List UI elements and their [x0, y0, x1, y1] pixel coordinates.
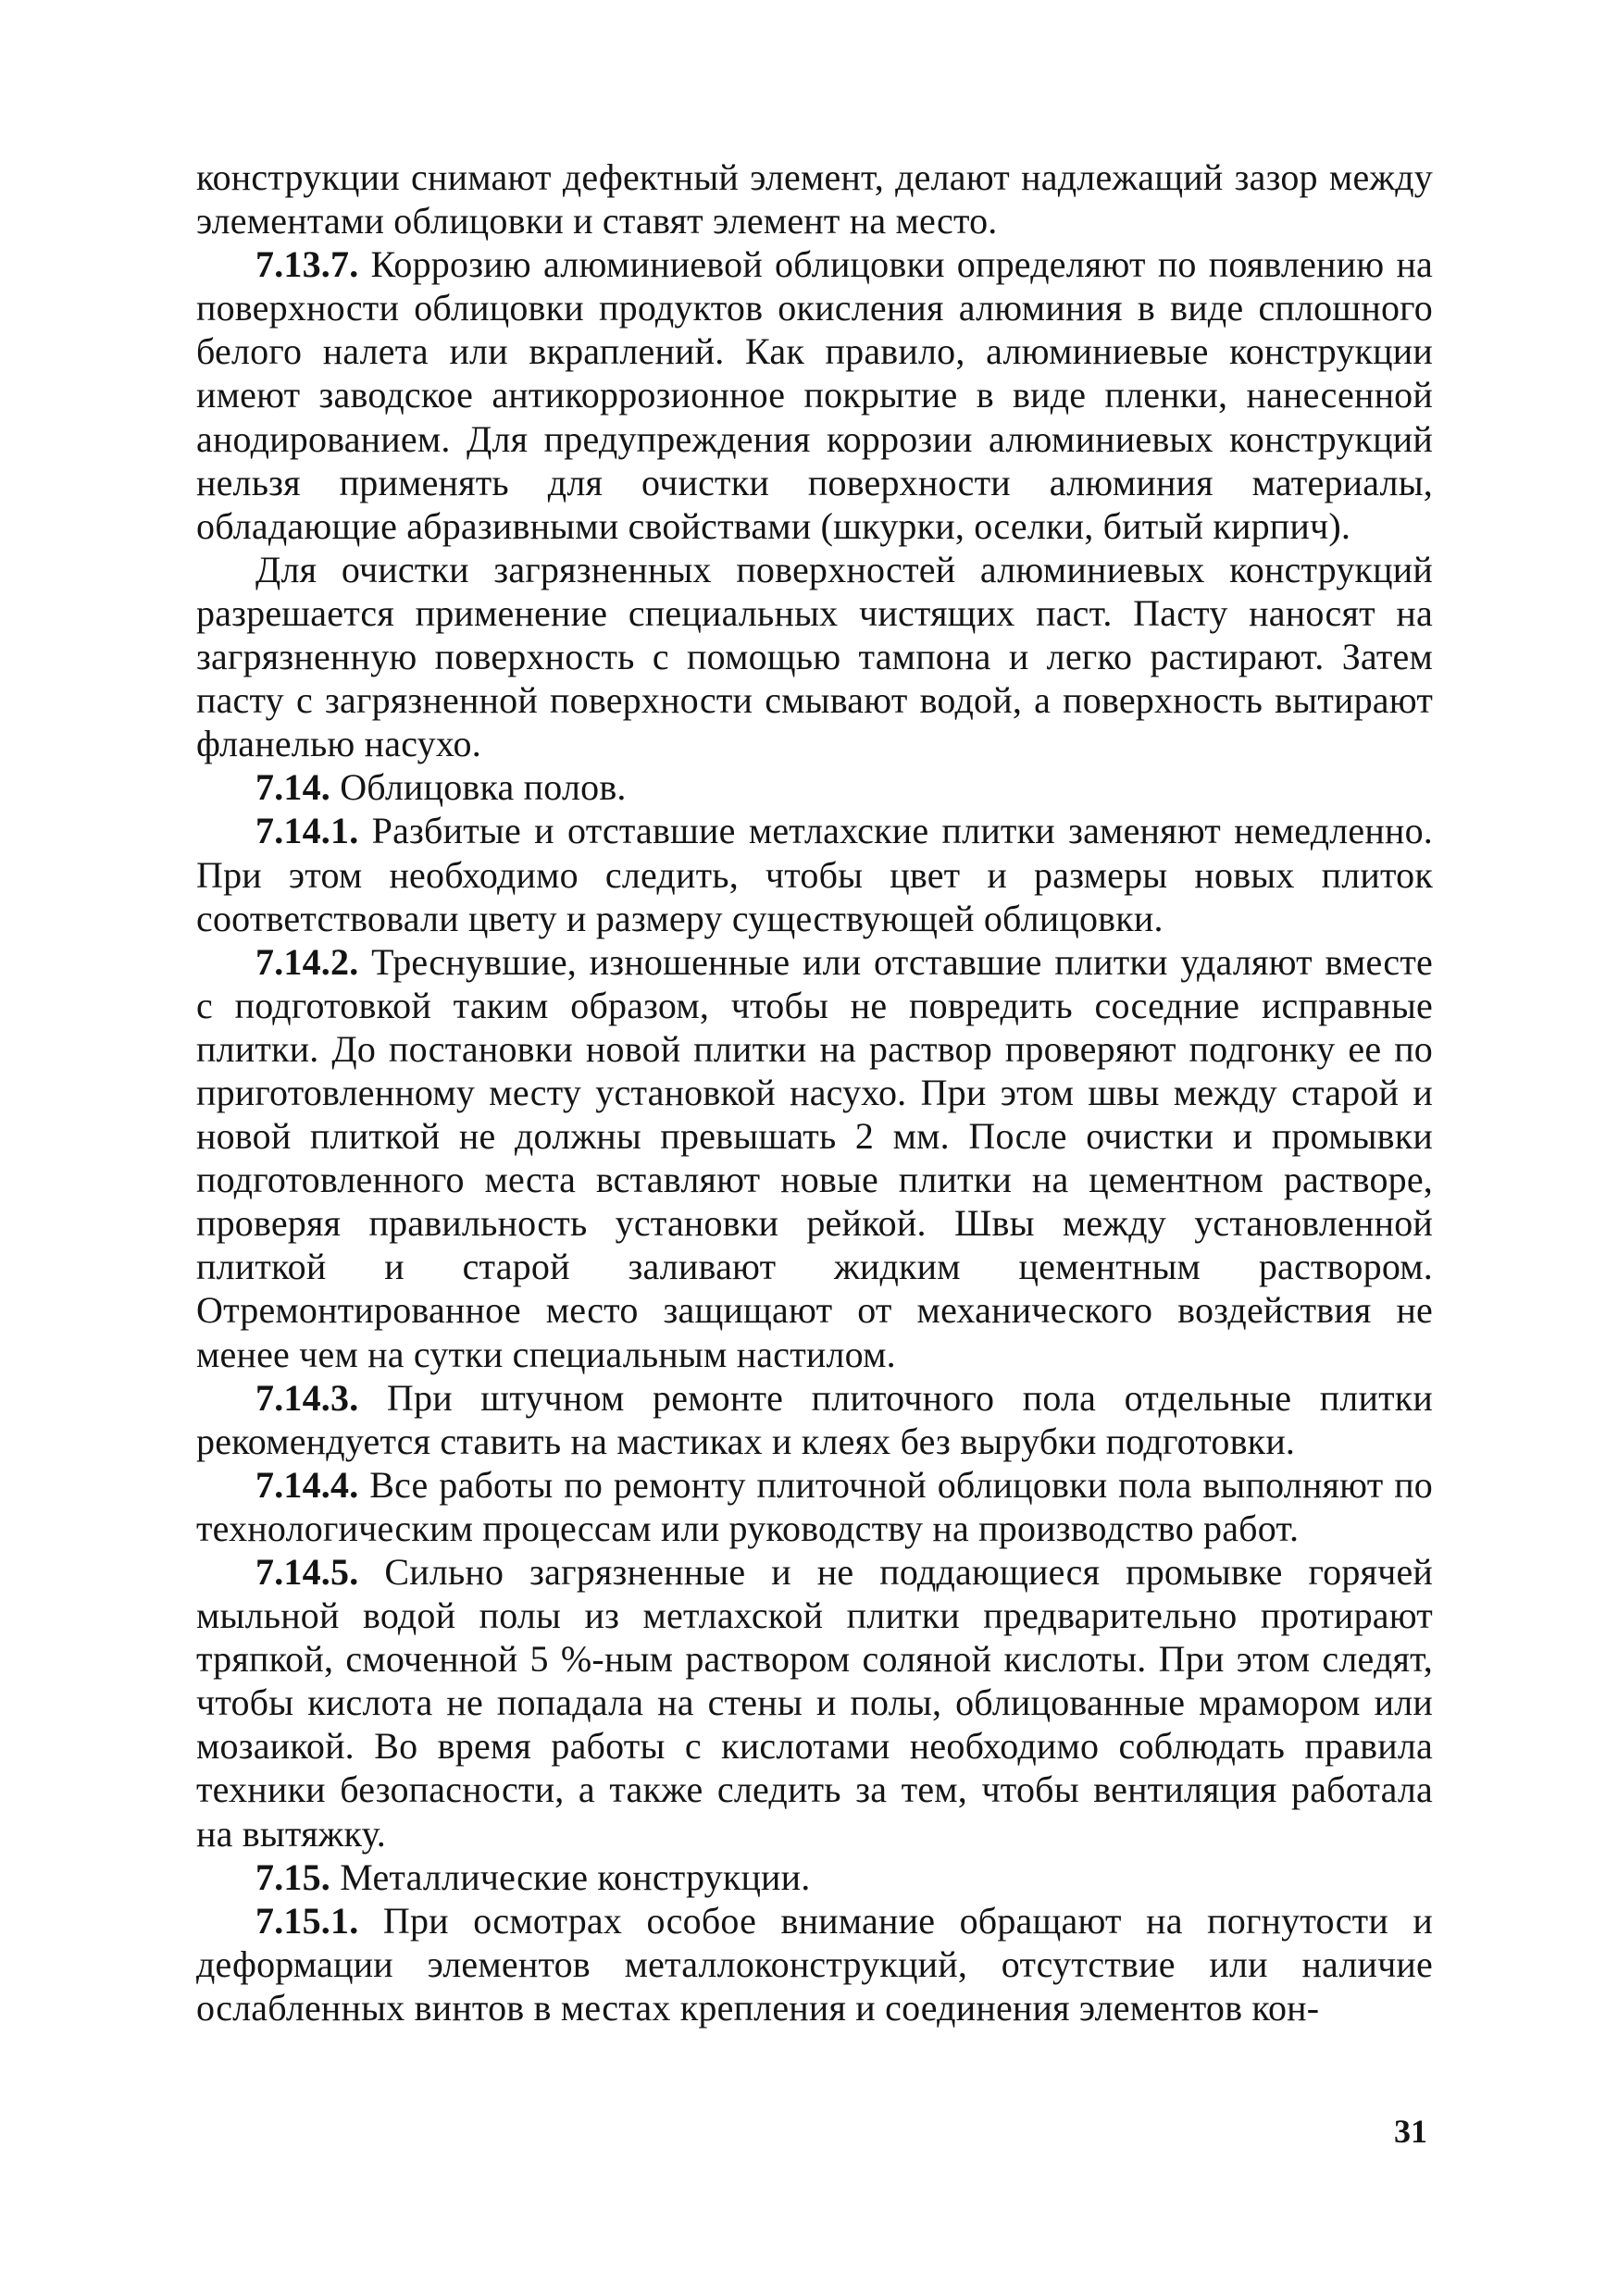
section-number: 7.14.3.	[255, 1376, 359, 1419]
paragraph-text: Коррозию алюминиевой облицовки определяют по появлению на поверхности облицовки продуктов окисления алюминия в виде сплошного белого налета или вкраплений. Как правило, алюминиевые конструкции имеют заводское антикоррозионное покрытие в виде пленки, нанесенной анодированием. Для предупреждения коррозии алюминиевых конструкций нельзя применять для очистки поверхности алюминия материалы, обладающие абразивными свойствами (шкурки, оселки, битый кирпич).	[196, 243, 1433, 547]
section-number: 7.14.2.	[255, 940, 359, 983]
paragraph-7-15-1	[196, 1899, 1433, 2029]
paragraph-text: При осмотрах особое внимание обращают на погнутости и деформации элементов металлоконструкций, отсутствие или наличие ослабленных винтов в местах крепления и соединения элементов кон-	[196, 1899, 1433, 2029]
section-number: 7.14.5.	[255, 1551, 359, 1593]
section-number: 7.15.1.	[255, 1899, 359, 1942]
paragraph-7-14-2	[196, 940, 1433, 1376]
section-number: 7.15.	[255, 1855, 330, 1898]
paragraph-7-14-3	[196, 1376, 1433, 1463]
paragraph-7-14-4	[196, 1463, 1433, 1550]
paragraph-7-14	[196, 765, 1433, 809]
paragraph-7-15	[196, 1855, 1433, 1899]
paragraph-text: Сильно загрязненные и не поддающиеся промывке горячей мыльной водой полы из метлахской плитки предварительно протирают тряпкой, смоченной 5 %-ным раствором соляной кислоты. При этом следят, чтобы кислота не попадала на стены и полы, облицованные мрамором или мозаикой. Во время работы с кислотами необходимо соблюдать правила техники безопасности, а также следить за тем, чтобы вентиляция работала на вытяжку.	[196, 1551, 1434, 1855]
section-number: 7.14.	[255, 766, 330, 809]
section-number: 7.14.1.	[255, 810, 359, 852]
paragraph-7-14-5	[196, 1550, 1433, 1855]
section-number: 7.13.7.	[255, 243, 359, 286]
body-text	[196, 155, 1433, 2029]
paragraph-text: Для очистки загрязненных поверхностей алюминиевых конструкций разрешается применение специальных чистящих паст. Пасту наносят на загрязненную поверхность с помощью тампона и легко растирают. Затем пасту с загрязненной поверхности смывают водой, а поверхность вытирают фланелью насухо.	[196, 548, 1433, 765]
section-number: 7.14.4.	[255, 1463, 359, 1506]
section-heading: Металлические конструкции.	[340, 1855, 811, 1898]
page-number: 31	[1394, 2113, 1427, 2150]
section-heading: Облицовка полов.	[340, 766, 627, 809]
paragraph-text: Все работы по ремонту плиточной облицовки пола выполняют по технологическим процессам или руководству на производство работ.	[196, 1463, 1433, 1549]
paragraph-cleaning-pastes	[196, 548, 1433, 765]
paragraph-text: Разбитые и отставшие метлахские плитки заменяют немедленно. При этом необходимо следить, чтобы цвет и размеры новых плиток соответствовали цвету и размеру существующей облицовки.	[196, 810, 1433, 939]
paragraph-text: конструкции снимают дефектный элемент, делают надлежащий зазор между элементами облицовки и ставят элемент на место.	[196, 156, 1433, 242]
paragraph-7-13-7	[196, 242, 1433, 548]
paragraph-continuation	[196, 155, 1433, 242]
paragraph-text: При штучном ремонте плиточного пола отдельные плитки рекомендуется ставить на мастиках и клеях без вырубки подготовки.	[196, 1376, 1433, 1462]
paragraph-7-14-1	[196, 809, 1433, 939]
paragraph-text: Треснувшие, изношенные или отставшие плитки удаляют вместе с подготовкой таким образом, чтобы не повредить соседние исправные плитки. До постановки новой плитки на раствор проверяют подгонку ее по приготовленному месту установкой насухо. При этом швы между старой и новой плиткой не должны превышать 2 мм. После очистки и промывки подготовленного места вставляют новые плитки на цементном растворе, проверяя правильность установки рейкой. Швы между установленной плиткой и старой заливают жидким цементным раствором. Отремонтированное место защищают от механического воздействия не менее чем на сутки специальным настилом.	[196, 940, 1433, 1375]
